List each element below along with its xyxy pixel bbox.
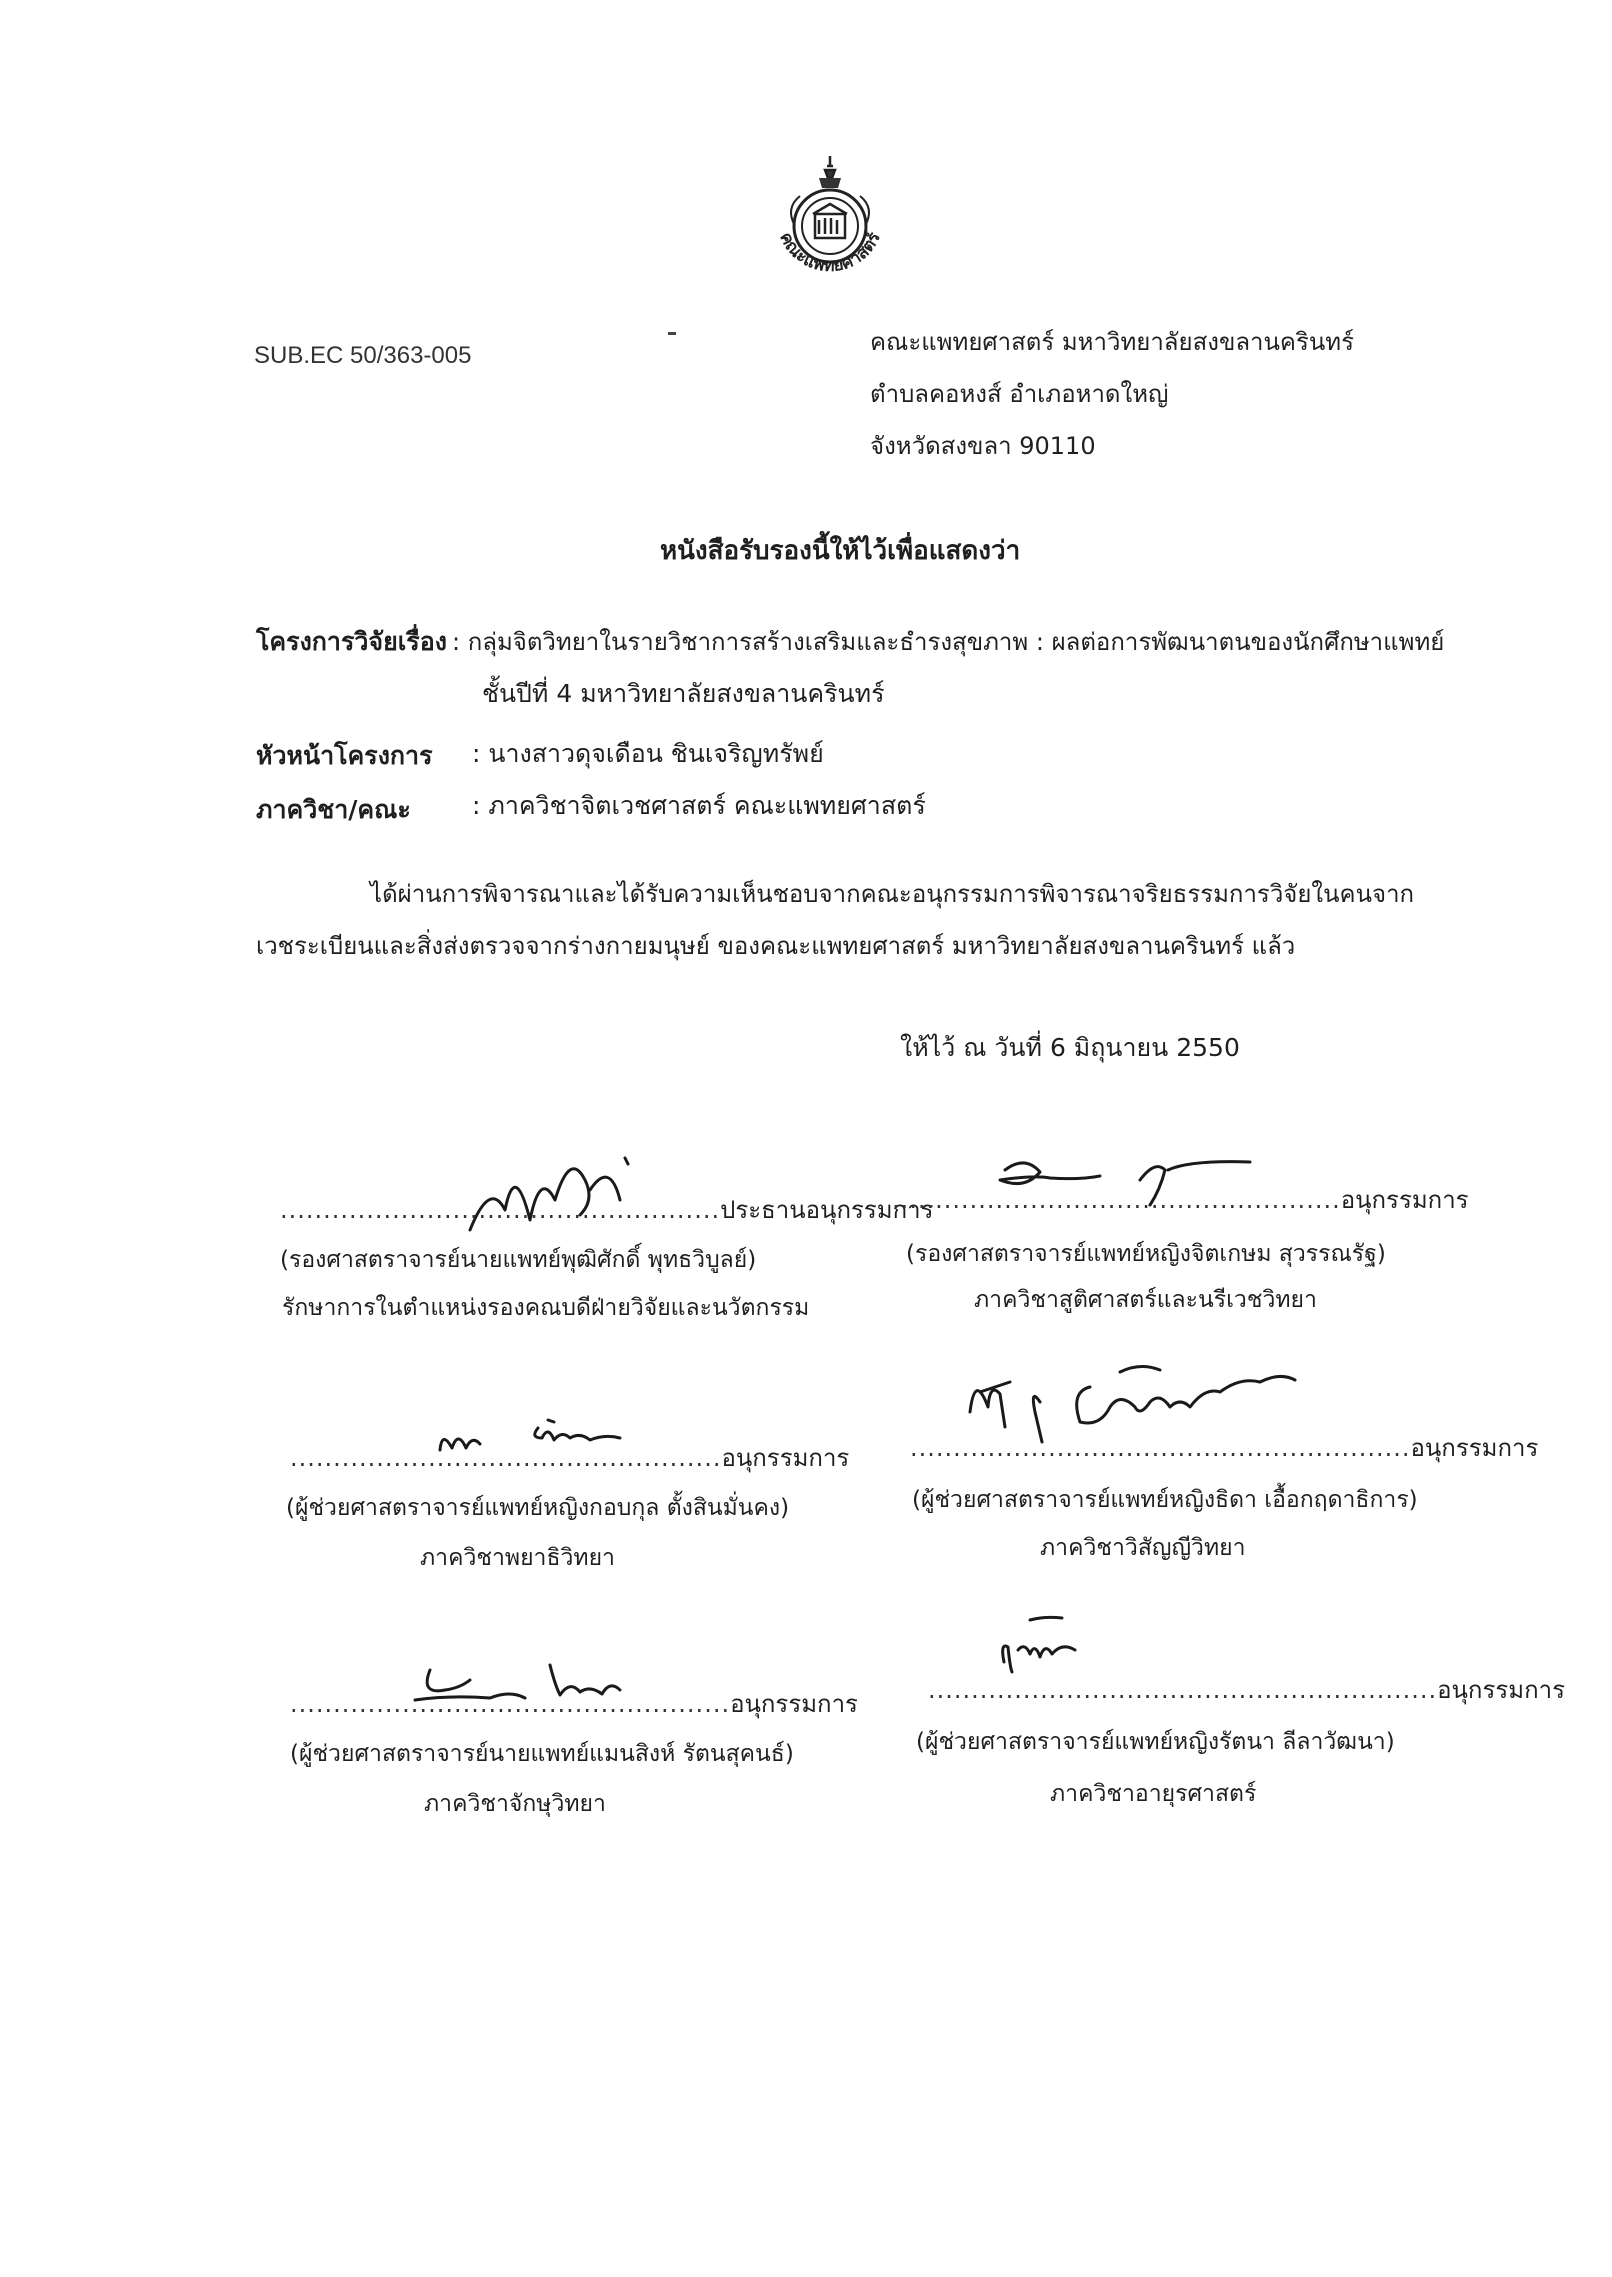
address-line-2: ตำบลคอหงส์ อำเภอหาดใหญ่ [870, 380, 1169, 408]
sig-3-role: อนุกรรมการ [721, 1444, 850, 1472]
sig-2-dots: .................................................... [892, 1186, 1341, 1214]
head-value: : นางสาวดุจเดือน ชินเจริญทรัพย์ [472, 739, 824, 768]
topic-value-line1: : กลุ่มจิตวิทยาในรายวิชาการสร้างเสริมและธำรงสุขภาพ : ผลต่อการพัฒนาตนของนักศึกษาแพทย์ [452, 628, 1445, 656]
faculty-seal-logo [755, 148, 905, 298]
sig-5-name: (ผู้ช่วยศาสตราจารย์นายแพทย์แมนสิงห์ รัตนสุคนธ์) [290, 1741, 794, 1767]
sig-4-dots: .......................................................... [910, 1434, 1411, 1462]
sig-2-role: อนุกรรมการ [1340, 1186, 1469, 1214]
sig-5-role: อนุกรรมการ [730, 1690, 858, 1718]
sig-1-name: (รองศาสตราจารย์นายแพทย์พุฒิศักดิ์ พุทธวิบูลย์) [280, 1247, 757, 1273]
head-label: หัวหน้าโครงการ [256, 741, 433, 770]
body-line-2: เวชระเบียนและสิ่งส่งตรวจจากร่างกายมนุษย์ ของคณะแพทยศาสตร์ มหาวิทยาลัยสงขลานครินทร์ แล้ว [256, 932, 1296, 960]
sig-6-dots: ........................................................... [928, 1676, 1438, 1704]
sig-3-line [290, 1438, 849, 1477]
sig-3-dots: .................................................. [290, 1444, 722, 1472]
reference-number: SUB.EC 50/363-005 [254, 342, 472, 369]
sig-1-dots: ................................................... [280, 1196, 721, 1224]
sig-5-line [290, 1684, 858, 1723]
document-title: หนังสือรับรองนี้ให้ไว้เพื่อแสดงว่า [660, 536, 1021, 566]
dept-label: ภาควิชา/คณะ [256, 795, 411, 824]
sig-1-line [280, 1190, 933, 1229]
sig-2-line [892, 1180, 1469, 1219]
sig-5-dots: ................................................... [290, 1690, 731, 1718]
sig-5-extra: ภาควิชาจักษุวิทยา [424, 1791, 606, 1817]
dept-value: : ภาควิชาจิตเวชศาสตร์ คณะแพทยศาสตร์ [472, 791, 926, 820]
sig-3-name: (ผู้ช่วยศาสตราจารย์แพทย์หญิงกอบกุล ตั้งสินมั่นคง) [286, 1495, 790, 1521]
sig-4-role: อนุกรรมการ [1410, 1434, 1539, 1462]
small-mark [668, 332, 676, 335]
sig-1-role: ประธานอนุกรรมการ [720, 1196, 934, 1224]
sig-6-name: (ผู้ช่วยศาสตราจารย์แพทย์หญิงรัตนา ลีลาวัฒนา) [916, 1729, 1395, 1755]
sig-1-extra: รักษาการในตำแหน่งรองคณบดีฝ่ายวิจัยและนวัตกรรม [282, 1295, 810, 1321]
body-line-1: ได้ผ่านการพิจารณาและได้รับความเห็นชอบจากคณะอนุกรรมการพิจารณาจริยธรรมการวิจัยในคนจาก [370, 880, 1415, 908]
address-line-1: คณะแพทยศาสตร์ มหาวิทยาลัยสงขลานครินทร์ [870, 328, 1354, 356]
sig-2-extra: ภาควิชาสูติศาสตร์และนรีเวชวิทยา [974, 1287, 1317, 1313]
sig-4-line [910, 1428, 1538, 1467]
sig-4-extra: ภาควิชาวิสัญญีวิทยา [1040, 1535, 1246, 1561]
sig-6-line [928, 1670, 1565, 1709]
topic-label: โครงการวิจัยเรื่อง [256, 627, 447, 656]
topic-value-line2: ชั้นปีที่ 4 มหาวิทยาลัยสงขลานครินทร์ [482, 679, 885, 708]
sig-3-extra: ภาควิชาพยาธิวิทยา [420, 1545, 615, 1571]
issue-date: ให้ไว้ ณ วันที่ 6 มิถุนายน 2550 [900, 1033, 1240, 1062]
sig-6-extra: ภาควิชาอายุรศาสตร์ [1050, 1781, 1257, 1807]
seal-text: คณะแพทยศาสตร์ [775, 229, 885, 277]
address-line-3: จังหวัดสงขลา 90110 [870, 432, 1096, 460]
sig-4-name: (ผู้ช่วยศาสตราจารย์แพทย์หญิงธิดา เอื้อกฤดาธิการ) [912, 1487, 1418, 1513]
sig-2-name: (รองศาสตราจารย์แพทย์หญิงจิตเกษม สุวรรณรัฐ) [906, 1241, 1386, 1267]
sig-6-role: อนุกรรมการ [1437, 1676, 1565, 1704]
